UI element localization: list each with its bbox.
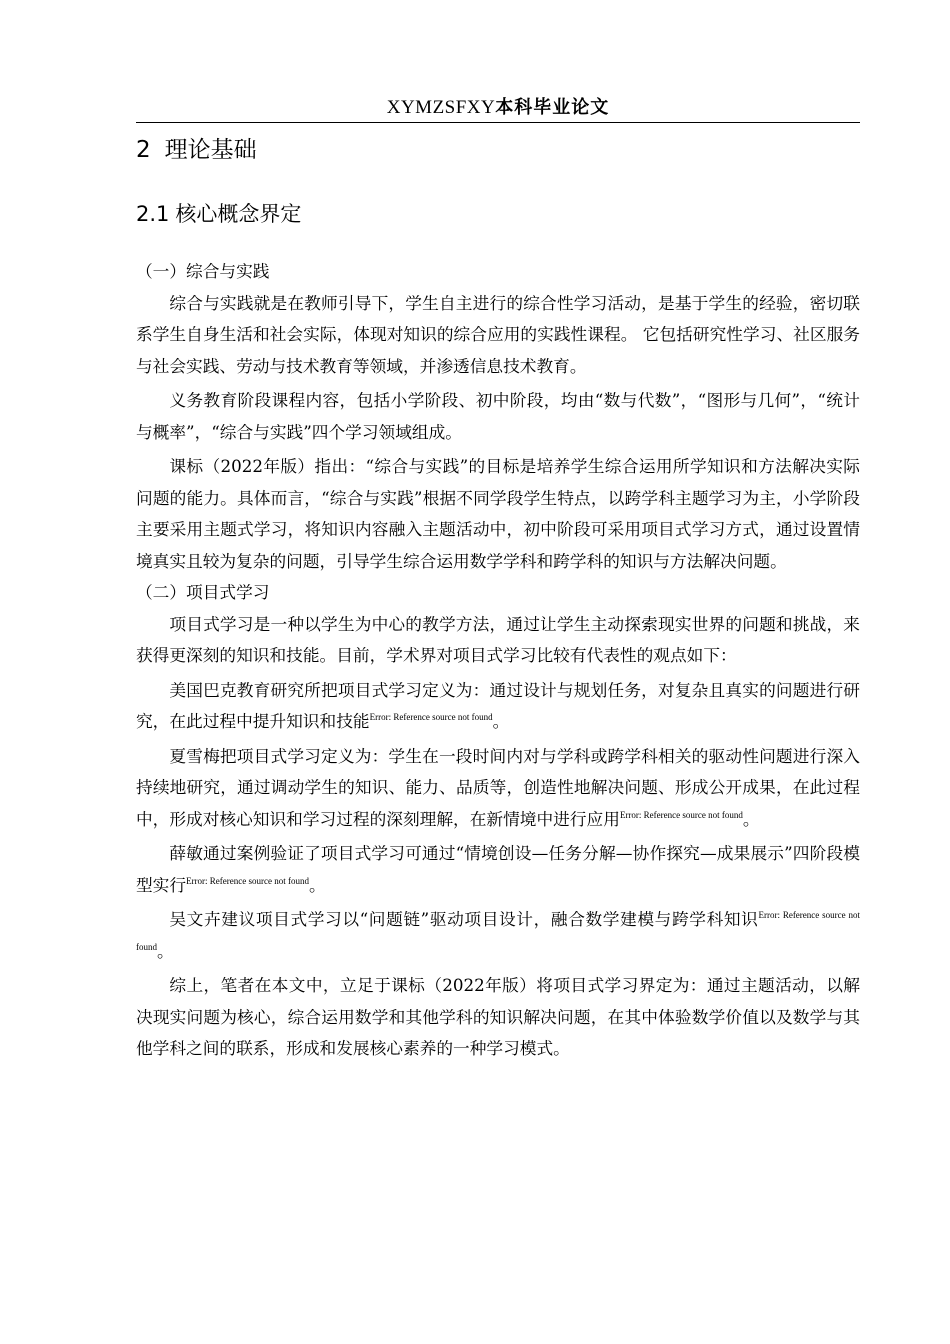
section-heading [136, 197, 301, 231]
paragraph-8 [136, 904, 860, 967]
paragraph-8-end: 。 [157, 940, 174, 961]
section-number: 2.1 [136, 202, 170, 226]
paragraph-7 [136, 838, 860, 901]
paragraph-5-end: 。 [492, 711, 510, 731]
chapter-number: 2 [136, 137, 151, 163]
header-school-code: XYMZSFXY [386, 97, 496, 118]
paragraph-6-text: 夏雪梅把项目式学习定义为：学生在一段时间内对与学科或跨学科相关的驱动性问题进行深入持续地研究，通过调动学生的知识、能力、品质等，创造性地解决问题、形成公开成果，在此过程中，形成对核心知识和学习过程的深刻理解，在新情境中进行应用 [136, 745, 860, 829]
citation-error: Error: Reference source not found [369, 712, 493, 722]
citation-error: Error: Reference source not found [619, 809, 743, 820]
paragraph-1: 综合与实践就是在教师引导下，学生自主进行的综合性学习活动，是基于学生的经验，密切联系学生自身生活和社会实际，体现对知识的综合应用的实践性课程。 它包括研究性学习、社区服务与社会实践、劳动与技术教育等领域，并渗透信息技术教育。 [136, 292, 860, 376]
chapter-heading [136, 133, 257, 167]
paragraph-9: 综上，笔者在本文中，立足于课标（2022年版）将项目式学习界定为：通过主题活动，以解决现实问题为核心，综合运用数学和其他学科的知识解决问题，在其中体验数学价值以及数学与其他学科之间的联系，形成和发展核心素养的一种学习模式。 [136, 975, 860, 1058]
paragraph-6-end: 。 [742, 808, 760, 829]
paragraph-8-text: 吴文卉建议项目式学习以“问题链”驱动项目设计，融合数学建模与跨学科知识 [169, 909, 759, 929]
citation-error: Error: Reference source not found [186, 875, 310, 886]
paragraph-5-text: 美国巴克教育研究所把项目式学习定义为：通过设计与规划任务，对复杂且真实的问题进行研究，在此过程中提升知识和技能 [136, 679, 860, 731]
paragraph-7-end: 。 [309, 874, 326, 895]
subheading-project-learning: （二）项目式学习 [136, 582, 270, 602]
subheading-comprehensive-practice: （一）综合与实践 [136, 261, 270, 281]
header-thesis-label: 本科毕业论文 [495, 97, 610, 118]
chapter-title: 理论基础 [164, 137, 257, 163]
paragraph-6 [136, 741, 860, 836]
paragraph-3: 课标（2022年版）指出：“综合与实践”的目标是培养学生综合运用所学知识和方法解决实际问题的能力。具体而言，“综合与实践”根据不同学段学生特点，以跨学科主题学习为主，小学阶段主要采用主题式学习，将知识内容融入主题活动中，初中阶段可采用项目式学习方式，通过设置情境真实且较为复杂的问题，引导学生综合运用数学学科和跨学科的知识与方法解决问题。 [136, 456, 860, 571]
citation-error: Error: Reference source not found [136, 910, 860, 952]
section-title: 核心概念界定 [175, 202, 302, 226]
paragraph-2: 义务教育阶段课程内容，包括小学阶段、初中阶段，均由“数与代数”，“图形与几何”，“统计与概率”，“综合与实践”四个学习领域组成。 [136, 390, 860, 442]
page-header [136, 94, 860, 123]
body-text [136, 256, 860, 1065]
paragraph-4: 项目式学习是一种以学生为中心的教学方法，通过让学生主动探索现实世界的问题和挑战，来获得更深刻的知识和技能。目前，学术界对项目式学习比较有代表性的观点如下： [136, 613, 860, 665]
paragraph-7-text: 薛敏通过案例验证了项目式学习可通过“情境创设—任务分解—协作探究—成果展示”四阶段模型实行 [136, 843, 860, 895]
paragraph-5 [136, 675, 860, 738]
